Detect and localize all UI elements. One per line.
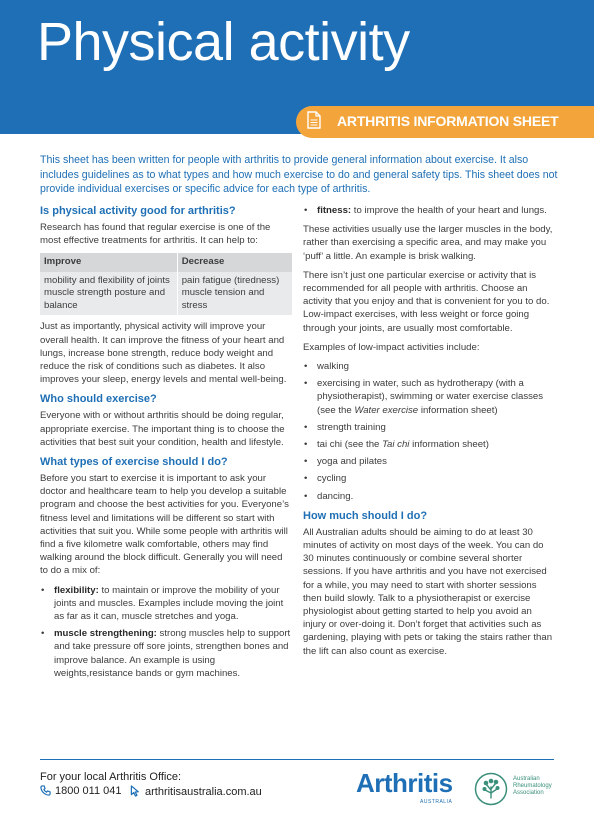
right-column [303,204,555,664]
rheumatology-association-logo [474,772,552,811]
section-heading-types-of-exercise: What types of exercise should I do? [40,456,228,469]
list-text: information sheet) [418,404,498,416]
sheet-reference: Water exercise [354,404,419,416]
website-url: arthritisaustralia.com.au [145,786,262,798]
term-description: strong muscles help to support and take pressure off sore joints, strengthen bones and improve balance. An example is using weights,resistance bands or gym machines. [54,628,291,679]
low-impact-activities-list [303,360,555,503]
table-row [40,272,292,316]
paragraph: Research has found that regular exercise is one of the most effective treatments for arthritis. It can help to: [40,222,271,247]
table-header-improve: Improve [40,253,177,272]
term-description: to improve the health of your heart and lungs. [351,205,547,216]
term: fitness: [317,205,352,216]
document-icon [307,111,321,129]
phone-contact[interactable] [40,785,121,797]
paragraph: Before you start to exercise it is important to ask your doctor and healthcare team to help you develop a suitable program and choose the best activities for you. Everyone’s fitness level and limitations will be different so start with activities that suit you. While some people with arthritis will find a five kilometre walk comfortable, others may find walking around the block difficult. Generally you will need to do a mix of: [40,473,289,577]
intro-paragraph: This sheet has been written for people with arthritis to provide general information about exercise. It also includes guidelines as to what types and how much exercise to do and general safety tips. This sheet does not provide individual exercises or specific advice for each type of arthritis. [40,154,558,195]
table-cell: mobility and flexibility of joints muscle strength posture and balance [40,272,177,316]
list-item: • dancing. [303,490,555,503]
paragraph: Everyone with or without arthritis should be doing regular, appropriate exercise. The important thing is to choose the activities that best suit your condition, health and lifestyle. [40,410,285,448]
paragraph: These activities usually use the larger muscles in the body, rather than exercising a specific area, and may make you ‘puff’ a little. An example is brisk walking. [303,224,553,262]
section-heading-good-for-arthritis: Is physical activity good for arthritis? [40,205,236,217]
list-item: • cycling [303,472,555,485]
term: muscle strengthening: [54,628,157,640]
left-column [40,204,292,686]
list-item [40,584,292,624]
tree-logo-icon [474,772,508,806]
association-name: Australian Rheumatology Association [513,776,552,796]
banner-label: ARTHRITIS INFORMATION SHEET [337,113,559,129]
paragraph: There isn’t just one particular exercise or activity that is recommended for all people with arthritis. Choose an activity that you enjoy and that is convenient for you to do. Low-impact exercises, with less weight or force going through your joints, are usually most comfortable. [303,269,550,334]
list-text: tai chi (see the [317,439,383,451]
table-cell: pain fatigue (tiredness) muscle tension and stress [177,272,292,316]
list-item: • yoga and pilates [303,455,555,468]
term: flexibility: [54,584,99,596]
page-title: Physical activity [37,12,410,72]
list-text: information sheet) [409,439,489,451]
improve-decrease-table [40,253,292,315]
list-item [40,627,292,680]
paragraph: All Australian adults should be aiming to do at least 30 minutes of activity on most days of the week. You can do 30 minutes continuously or combine several shorter sessions. If you have arthritis and you have not exercised for a while, you may need to start with shorter sessions then build slowly. Talk to a physiotherapist or exercise physiologist about getting started to help you avoid an injury or over-doing it. Don’t forget that activities such as gardening, playing with pets or taking the stairs rather than the lift can also count as exercise. [303,526,553,657]
list-text: exercising in water, such as hydrotherapy (with a physiotherapist), swimming or water exercise classes (see the [317,378,544,416]
sheet-reference: Tai chi [382,439,410,451]
arthritis-australia-logo [356,768,453,805]
paragraph: Examples of low-impact activities include: [303,341,480,353]
table-header-decrease: Decrease [177,253,292,272]
logo-subtext: AUSTRALIA [420,799,453,805]
paragraph: Just as importantly, physical activity will improve your overall health. It can improve the fitness of your heart and lungs, increase bone strength, reduce body weight and reduce the risk of conditions such as diabetes. It also improves your sleep, energy levels and mental well-being. [40,321,287,386]
logo-wordmark: Arthritis [356,768,453,798]
exercise-types-list-cont [303,204,555,217]
phone-icon [40,785,51,796]
list-item [303,438,555,451]
footer-divider [40,759,554,760]
list-item: • walking [303,360,555,373]
list-item: • strength training [303,421,555,434]
website-link[interactable] [130,785,262,798]
phone-number: 1800 011 041 [55,785,122,797]
section-heading-how-much: How much should I do? [303,509,428,522]
list-item [303,377,555,417]
list-item [303,204,555,217]
mouse-pointer-icon [130,785,141,797]
exercise-types-list [40,584,292,680]
section-heading-who-should-exercise: Who should exercise? [40,393,157,406]
term-description: to maintain or improve the mobility of your joints and muscles. Examples include moving the joint as far as it can, muscle stretches and yoga. [54,584,284,623]
footer-label: For your local Arthritis Office: [40,771,182,783]
